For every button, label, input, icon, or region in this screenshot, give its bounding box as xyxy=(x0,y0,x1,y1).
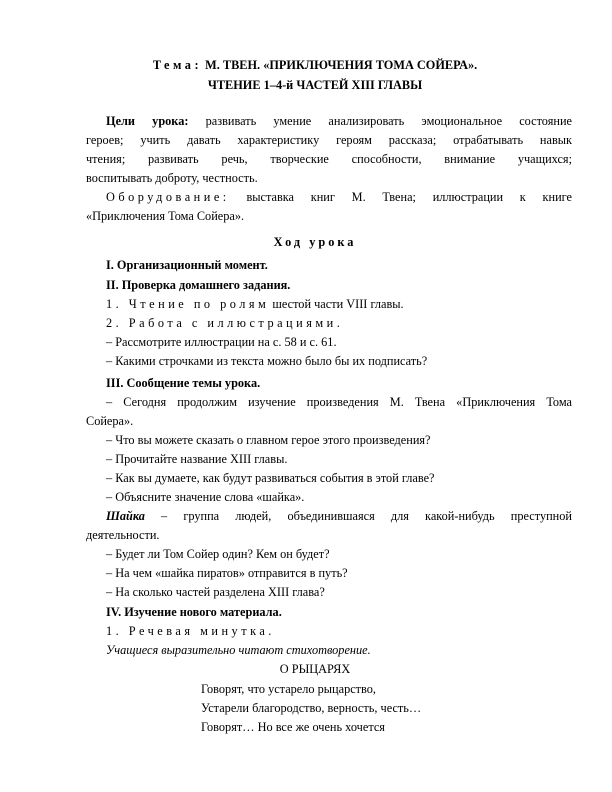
definition-line-2: деятельности. xyxy=(86,528,160,542)
s3-question-3: – Как вы думаете, как будут развиваться события в этой главе? xyxy=(106,471,435,485)
section-3-heading: III. Сообщение темы урока. xyxy=(106,376,261,390)
title-text: М. ТВЕН. «ПРИКЛЮЧЕНИЯ ТОМА СОЙЕРА». xyxy=(202,58,478,72)
s3-question-1: – Что вы можете сказать о главном герое этого произведения? xyxy=(106,433,431,447)
poem-line: Говорят, что устарело рыцарство, xyxy=(201,682,376,696)
goals-line-4: воспитывать доброту, честность. xyxy=(86,171,258,185)
poem-title: О РЫЦАРЯХ xyxy=(279,662,351,676)
s4-note: Учащиеся выразительно читают стихотворение. xyxy=(106,643,371,657)
s2-item-1-text: шестой части VIII главы. xyxy=(269,297,404,311)
s2-question-1: – Рассмотрите иллюстрации на с. 58 и с. 61. xyxy=(106,335,337,349)
s3-paragraph-line-2: Сойера». xyxy=(86,414,134,428)
title-label: Тема: xyxy=(152,58,203,72)
goals-line-3: чтения; развивать речь, творческие способности, внимание учащихся; xyxy=(86,152,572,166)
s2-question-2: – Какими строчками из текста можно было бы их подписать? xyxy=(106,354,428,368)
section-2-heading: II. Проверка домашнего задания. xyxy=(106,278,291,292)
s3-question-7: – На сколько частей разделена XIII глава? xyxy=(106,585,325,599)
equipment-line-2: «Приключения Тома Сойера». xyxy=(86,209,245,223)
section-1-heading: I. Организационный момент. xyxy=(106,258,268,272)
equipment-label: Оборудование: xyxy=(106,190,230,204)
poem-line: Устарели благородство, верность, честь… xyxy=(201,701,422,715)
s2-item-1-label: 1. Чтение по ролям xyxy=(106,297,270,311)
definition-text: – группа людей, объединившаяся для какой-нибудь преступной xyxy=(144,509,572,523)
goals-text-1: развивать умение анализировать эмоциональное состояние xyxy=(188,114,572,128)
s4-item-1: 1. Речевая минутка. xyxy=(106,624,275,638)
s3-question-4: – Объясните значение слова «шайка». xyxy=(106,490,305,504)
title-line-1 xyxy=(60,56,570,75)
definition-term: Шайка xyxy=(106,509,145,523)
s3-paragraph-line-1: – Сегодня продолжим изучение произведения М. Твена «Приключения Тома xyxy=(106,395,572,409)
s3-question-6: – На чем «шайка пиратов» отправится в путь? xyxy=(106,566,348,580)
s3-question-5: – Будет ли Том Сойер один? Кем он будет? xyxy=(106,547,330,561)
section-4-heading: IV. Изучение нового материала. xyxy=(106,605,282,619)
goals-line-2: героев; учить давать характеристику героям рассказа; отрабатывать навык xyxy=(86,133,572,147)
poem-line: Говорят… Но все же очень хочется xyxy=(201,720,385,734)
s2-item-1 xyxy=(86,295,572,314)
s3-question-2: – Прочитайте название XIII главы. xyxy=(106,452,288,466)
equipment-line-1 xyxy=(86,188,572,207)
definition-line-1 xyxy=(86,507,572,526)
goals-label: Цели урока: xyxy=(106,114,189,128)
equipment-text-1: выставка книг М. Твена; иллюстрации к книге xyxy=(229,190,572,204)
s2-item-2: 2. Работа с иллюстрациями. xyxy=(106,316,344,330)
title-line-2: ЧТЕНИЕ 1–4-й ЧАСТЕЙ XIII ГЛАВЫ xyxy=(207,78,423,92)
goals-line-1 xyxy=(86,112,572,131)
lesson-heading: Ход урока xyxy=(273,235,357,249)
